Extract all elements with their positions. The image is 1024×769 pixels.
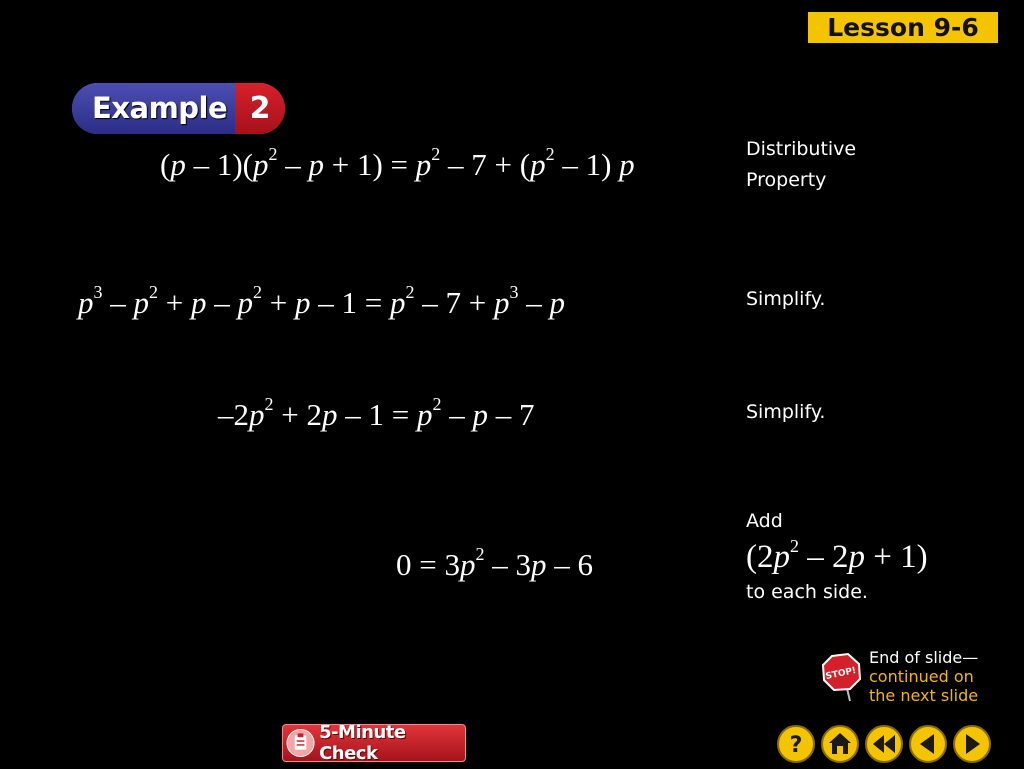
five-minute-check-button[interactable] bbox=[282, 724, 466, 762]
help-icon bbox=[776, 724, 816, 764]
example-word: Example bbox=[72, 83, 235, 134]
equation-step-2: $p^3 - p^2 + p - p^2 + p - 1 = p^2 - 7 + p^3 - p$ bbox=[78, 282, 565, 320]
stop-line-3: the next slide bbox=[869, 686, 979, 705]
svg-text:?: ? bbox=[789, 733, 803, 758]
rewind-button[interactable] bbox=[864, 724, 904, 764]
previous-icon bbox=[908, 724, 948, 764]
equation-step-4: $0 = 3p^2 - 3p - 6$ bbox=[396, 544, 593, 582]
reason-line: Property bbox=[746, 169, 827, 191]
reason-expression: $(2p^2 - 2p + 1)$ bbox=[746, 536, 928, 575]
equation-step-1: $(p - 1)(p^2 - p + 1) = p^2 - 7 + (p^2 - 1)$ p bbox=[160, 144, 635, 182]
five-minute-check-label: 5-Minute Check bbox=[319, 722, 406, 764]
next-button[interactable] bbox=[952, 724, 992, 764]
reason-step-4 bbox=[746, 506, 928, 608]
end-of-slide-notice bbox=[822, 648, 1002, 708]
next-icon bbox=[952, 724, 992, 764]
reason-step-2: Simplify. bbox=[746, 288, 826, 310]
help-button[interactable] bbox=[776, 724, 816, 764]
lesson-label: Lesson 9-6 bbox=[808, 12, 998, 43]
reason-step-3: Simplify. bbox=[746, 401, 826, 423]
stop-line-1: End of slide— bbox=[869, 648, 979, 667]
reason-line: Add bbox=[746, 510, 783, 532]
example-badge bbox=[72, 83, 285, 134]
previous-button[interactable] bbox=[908, 724, 948, 764]
stop-sign-text: STOP! bbox=[824, 665, 858, 683]
example-number: 2 bbox=[235, 83, 285, 134]
reason-step-1 bbox=[746, 134, 856, 196]
stop-line-2: continued on bbox=[869, 667, 974, 686]
rewind-icon bbox=[864, 724, 904, 764]
home-button[interactable] bbox=[820, 724, 860, 764]
reason-line: to each side. bbox=[746, 581, 868, 603]
home-icon bbox=[820, 724, 860, 764]
reason-line: Distributive bbox=[746, 138, 857, 160]
stop-sign-icon bbox=[822, 652, 864, 702]
equation-step-3: $-2p^2 + 2p - 1 = p^2 - p - 7$ bbox=[218, 394, 535, 432]
clipboard-icon bbox=[286, 728, 315, 758]
